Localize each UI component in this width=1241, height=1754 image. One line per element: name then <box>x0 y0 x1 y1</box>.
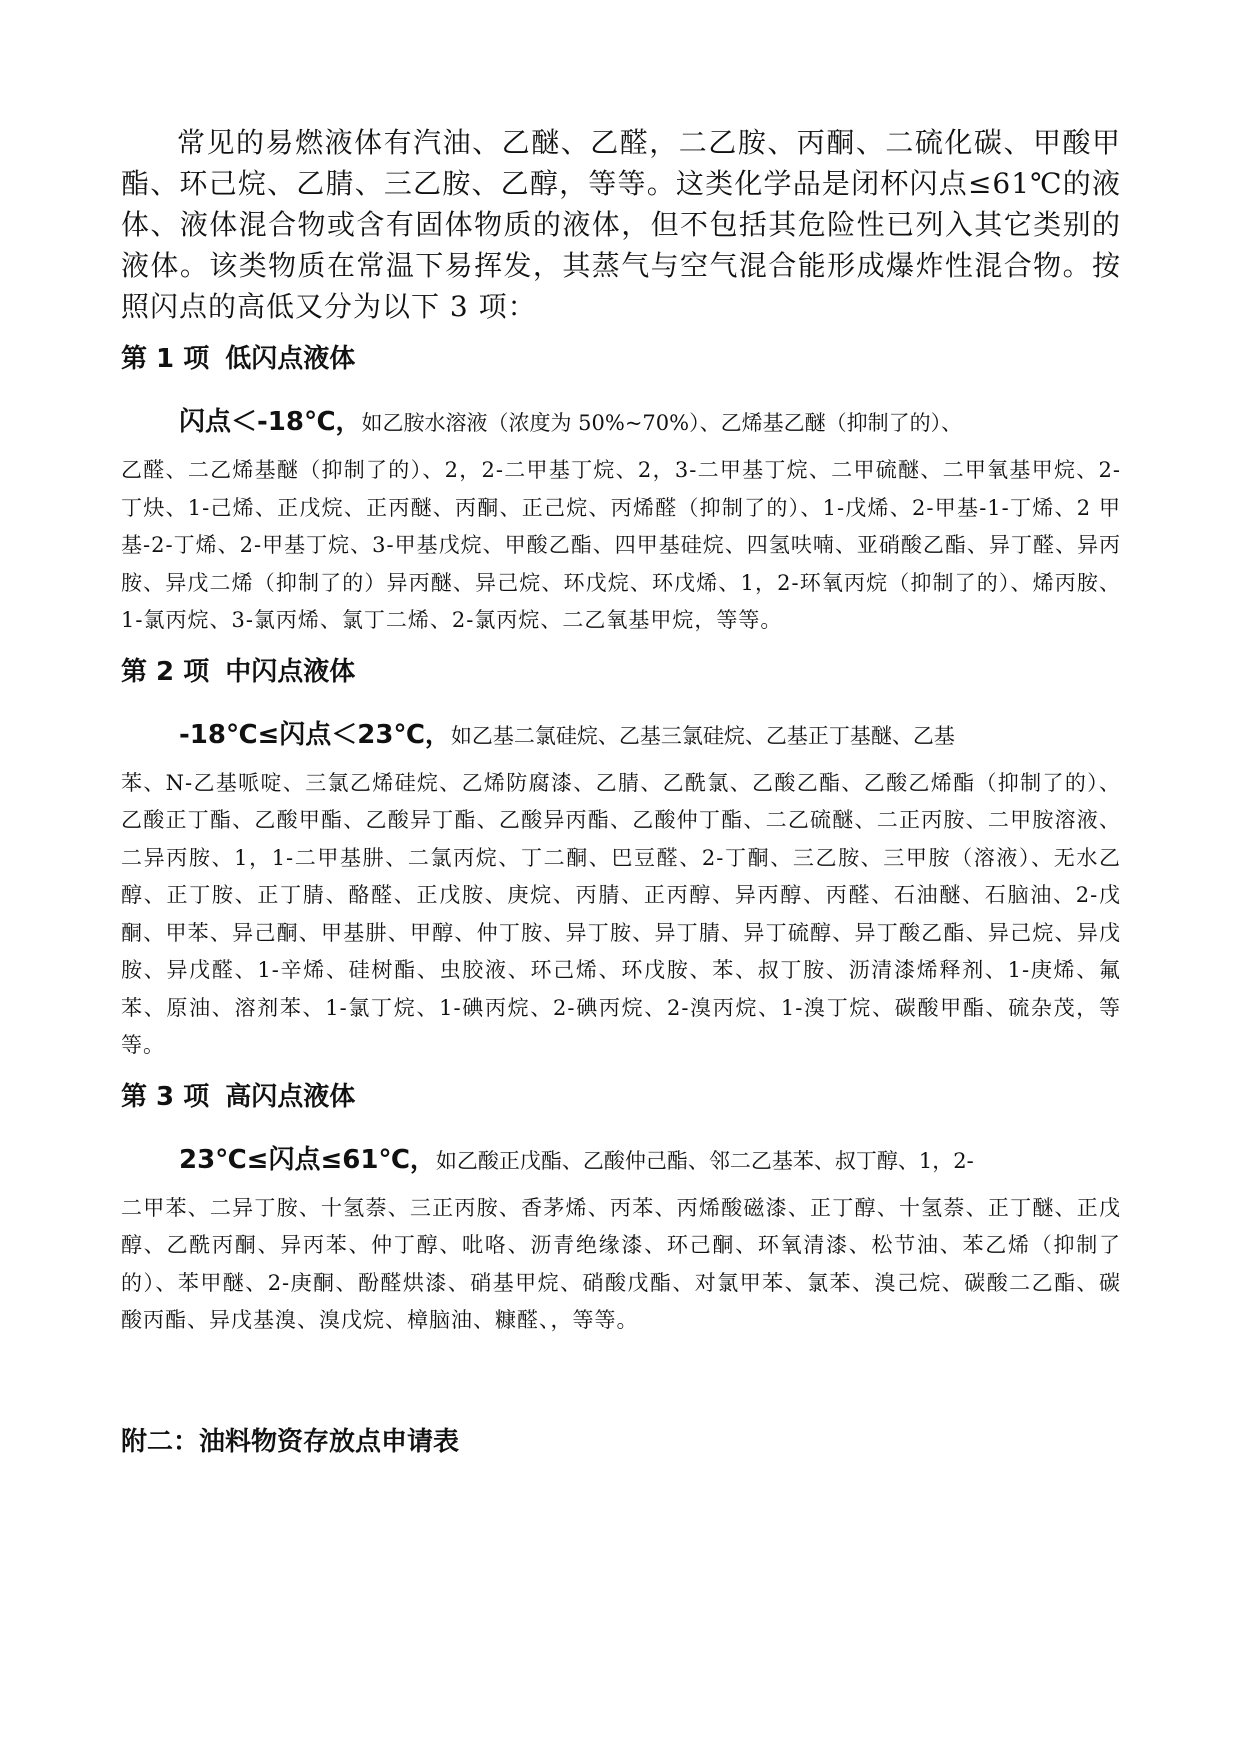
section-2-heading <box>121 654 1121 690</box>
intro-paragraph: 常见的易燃液体有汽油、乙醚、乙醛，二乙胺、丙酮、二硫化碳、甲酸甲酯、环己烷、乙腈、三乙胺、乙醇，等等。这类化学品是闭杯闪点≤61℃的液体、液体混合物或含有固体物质的液体，但不包括其危险性已列入其它类别的液体。该类物质在常温下易挥发，其蒸气与空气混合能形成爆炸性混合物。按照闪点的高低又分为以下 3 项： <box>121 126 1121 323</box>
section-3-body: 二甲苯、二异丁胺、十氢萘、三正丙胺、香茅烯、丙苯、丙烯酸磁漆、正丁醇、十氢萘、正丁醚、正戊醇、乙酰丙酮、异丙苯、仲丁醇、吡咯、沥青绝缘漆、环己酮、环氧清漆、松节油、苯乙烯（抑制了的）、苯甲醚、2-庚酮、酚醛烘漆、硝基甲烷、硝酸戊酯、对氯甲苯、氯苯、溴己烷、碳酸二乙酯、碳酸丙酯、异戊基溴、溴戊烷、樟脑油、糠醛、，等等。 <box>121 1195 1121 1332</box>
section-3-first-line: 如乙酸正戊酯、乙酸仲己酯、邻二乙基苯、叔丁醇、1，2- <box>435 1148 974 1173</box>
section-1 <box>121 341 1121 640</box>
section-1-body: 乙醛、二乙烯基醚（抑制了的）、2，2-二甲基丁烷、2，3-二甲基丁烷、二甲硫醚、二甲氧基甲烷、2-丁炔、1-己烯、正戊烷、正丙醚、丙酮、正己烷、丙烯醛（抑制了的）、1-戊烯、2-甲基-1-丁烯、2 甲基-2-丁烯、2-甲基丁烷、3-甲基戊烷、甲酸乙酯、四甲基硅烷、四氢呋喃、亚硝酸乙酯、异丁醛、异丙胺、异戊二烯（抑制了的）异丙醚、异己烷、环戊烷、环戊烯、1，2-环氧丙烷（抑制了的）、烯丙胺、1-氯丙烷、3-氯丙烯、氯丁二烯、2-氯丙烷、二乙氧基甲烷，等等。 <box>121 458 1121 632</box>
section-2-condition: -18℃≤闪点＜23℃， <box>179 719 451 750</box>
document-body <box>121 122 1121 1460</box>
section-1-condition: 闪点＜-18℃， <box>179 407 362 437</box>
section-2-first-line: 如乙基二氯硅烷、乙基三氯硅烷、乙基正丁基醚、乙基 <box>450 723 955 748</box>
section-3-lead <box>121 1141 1121 1180</box>
section-2-lead <box>121 716 1121 755</box>
section-2-title: 中闪点液体 <box>225 656 356 687</box>
section-2-body: 苯、N-乙基哌啶、三氯乙烯硅烷、乙烯防腐漆、乙腈、乙酰氯、乙酸乙酯、乙酸乙烯酯（抑制了的）、乙酸正丁酯、乙酸甲酯、乙酸异丁酯、乙酸异丙酯、乙酸仲丁酯、二乙硫醚、二正丙胺、二甲胺溶液、二异丙胺、1，1-二甲基肼、二氯丙烷、丁二酮、巴豆醛、2-丁酮、三乙胺、三甲胺（溶液）、无水乙醇、正丁胺、正丁腈、酪醛、正戊胺、庚烷、丙腈、正丙醇、异丙醇、丙醛、石油醚、石脑油、2-戊酮、甲苯、异己酮、甲基肼、甲醇、仲丁胺、异丁胺、异丁腈、异丁硫醇、异丁酸乙酯、异己烷、异戊胺、异戊醛、1-辛烯、硅树酯、虫胶液、环己烯、环戊胺、苯、叔丁胺、沥清漆烯释剂、1-庚烯、氟苯、原油、溶剂苯、1-氯丁烷、1-碘丙烷、2-碘丙烷、2-溴丙烷、1-溴丁烷、碳酸甲酯、硫杂茂，等等。 <box>121 770 1121 1057</box>
section-1-first-line: 如乙胺水溶液（浓度为 50%~70%）、乙烯基乙醚（抑制了的）、 <box>361 411 963 435</box>
section-2-number: 第 2 项 <box>121 656 210 687</box>
section-3-title: 高闪点液体 <box>225 1081 356 1112</box>
section-3 <box>121 1079 1121 1340</box>
section-1-number: 第 1 项 <box>121 344 210 374</box>
section-3-condition: 23℃≤闪点≤61℃， <box>179 1144 436 1175</box>
section-1-heading <box>121 341 1121 377</box>
section-3-heading <box>121 1079 1121 1115</box>
section-1-lead <box>121 403 1121 442</box>
section-2 <box>121 654 1121 1065</box>
section-1-title: 低闪点液体 <box>225 344 356 374</box>
section-3-number: 第 3 项 <box>121 1081 210 1112</box>
appendix-title: 附二：油料物资存放点申请表 <box>121 1426 460 1457</box>
